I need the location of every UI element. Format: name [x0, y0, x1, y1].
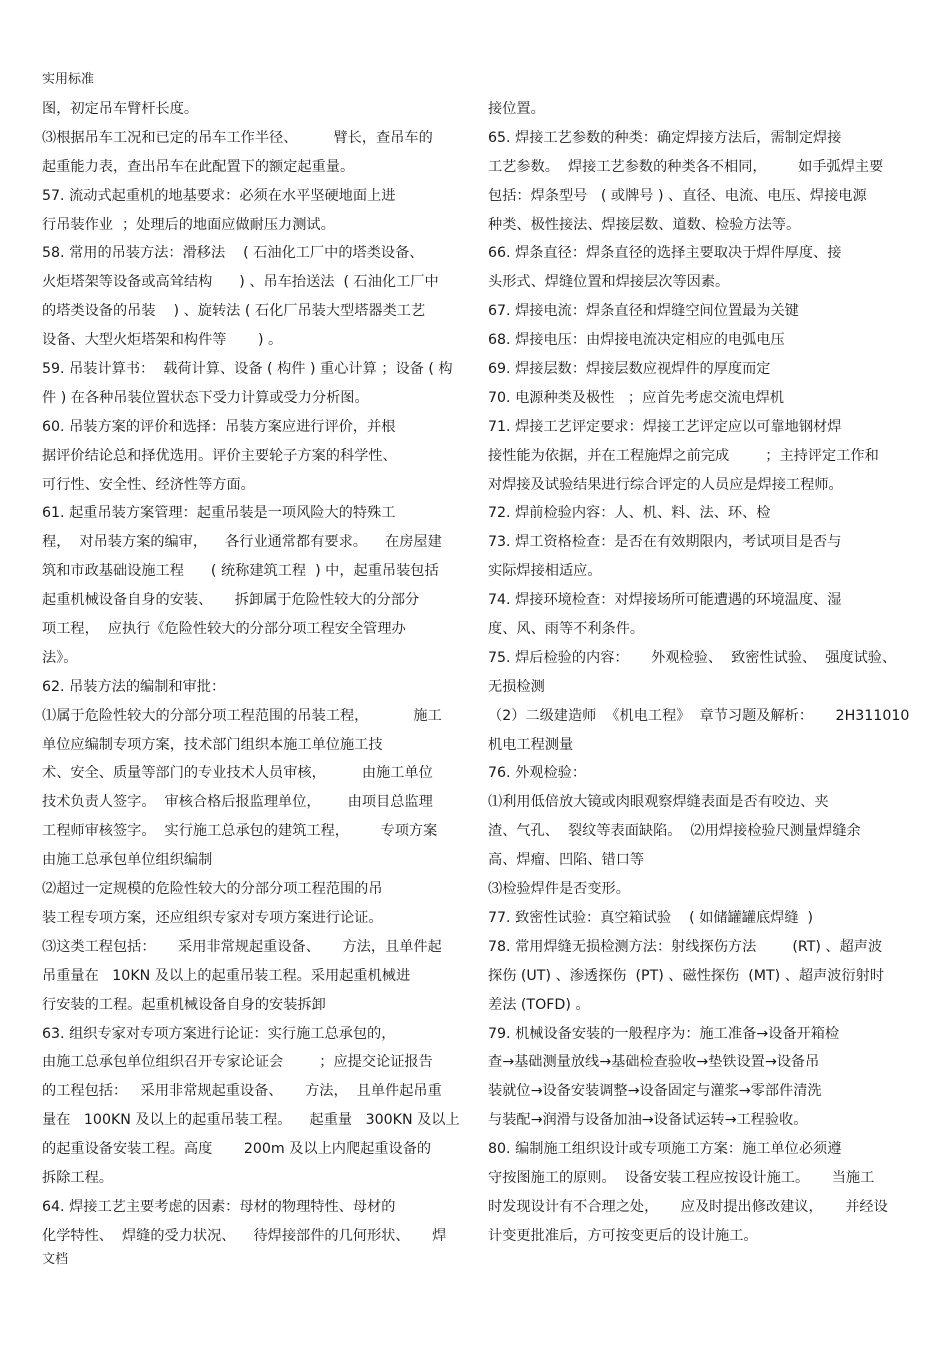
text-line: ⑴属于危险性较大的分部分项工程范围的吊装工程， 施工	[42, 707, 442, 724]
text-line: ⑶这类工程包括： 采用非常规起重设备、 方法，且单件起	[42, 938, 442, 955]
text-line: 65. 焊接工艺参数的种类：确定焊接方法后，需制定焊接	[488, 129, 842, 146]
text-line: 高、焊瘤、凹陷、错口等	[488, 852, 645, 869]
text-line: 查→基础测量放线→基础检查验收→垫铁设置→设备吊	[488, 1054, 820, 1071]
text-line: 量在 100KN 及以上的起重吊装工程。 起重量 300KN 及以上	[42, 1112, 460, 1129]
text-line: 63. 组织专家对专项方案进行论证：实行施工总承包的，	[42, 1025, 396, 1042]
text-line: 的工程包括： 采用非常规起重设备、 方法， 且单件起吊重	[42, 1083, 442, 1100]
text-line: 69. 焊接层数：焊接层数应视焊件的厚度而定	[488, 361, 771, 378]
text-line: ⑶检验焊件是否变形。	[488, 881, 630, 898]
text-line: 接位置。	[488, 101, 545, 117]
text-line: 76. 外观检验：	[488, 765, 587, 782]
text-line: 设备、大型火炬塔架和构件等 ) 。	[42, 332, 283, 349]
text-line: 实际焊接相适应。	[488, 563, 602, 580]
text-line: 75. 焊后检验的内容： 外观检验、 致密性试验、 强度试验、	[488, 649, 897, 666]
text-line: 筑和市政基础设施工程 ( 统称建筑工程 ) 中，起重吊装包括	[42, 563, 439, 580]
text-line: 工艺参数。 焊接工艺参数的种类各不相同， 如手弧焊主要	[488, 158, 884, 175]
text-line: 行吊装作业 ；处理后的地面应做耐压力测试。	[42, 216, 335, 233]
text-line: 67. 焊接电流：焊条直径和焊缝空间位置最为关键	[488, 303, 799, 320]
text-line: 可行性、安全性、经济性等方面。	[42, 476, 255, 493]
text-line: 包括：焊条型号 ( 或牌号 ) 、直径、电流、电压、焊接电源	[488, 187, 867, 204]
text-line: 58. 常用的吊装方法：滑移法 ( 石油化工厂中的塔类设备、	[42, 245, 424, 262]
text-line: 拆除工程。	[42, 1169, 113, 1186]
text-line: 探伤 (UT) 、渗透探伤 (PT) 、磁性探伤 (MT) 、超声波衍射时	[488, 967, 885, 984]
text-line: 由施工总承包单位组织召开专家论证会 ；应提交论证报告	[42, 1054, 433, 1071]
text-line: 68. 焊接电压：由焊接电流决定相应的电弧电压	[488, 332, 785, 349]
text-line: 的塔类设备的吊装 ) 、旋转法 ( 石化厂吊装大型塔器类工艺	[42, 303, 426, 320]
text-line: 60. 吊装方案的评价和选择：吊装方案应进行评价，并根	[42, 418, 396, 435]
text-line: 据评价结论总和择优选用。评价主要轮子方案的科学性、	[42, 447, 397, 464]
text-line: 法》。	[42, 649, 78, 666]
page-footer: 文档	[42, 1252, 69, 1267]
text-line: 装就位→设备安装调整→设备固定与灌浆→零部件清洗	[488, 1083, 822, 1100]
text-line: 时发现设计有不合理之处， 应及时提出修改建议， 并经设	[488, 1198, 888, 1215]
text-line: 73. 焊工资格检查：是否在有效期限内，考试项目是否与	[488, 534, 842, 551]
text-line: 术、安全、质量等部门的专业技术人员审核， 由施工单位	[42, 765, 433, 782]
text-line: 差法 (TOFD) 。	[488, 996, 590, 1013]
text-line: 装工程专项方案，还应组织专家对专项方案进行论证。	[42, 909, 383, 926]
text-line: 吊重量在 10KN 及以上的起重吊装工程。采用起重机械进	[42, 967, 411, 984]
text-line: 单位应编制专项方案，技术部门组织本施工单位施工技	[42, 736, 383, 753]
text-line: 80. 编制施工组织设计或专项施工方案：施工单位必须遵	[488, 1141, 842, 1158]
text-line: 行安装的工程。起重机械设备自身的安装拆卸	[42, 996, 326, 1013]
text-line: 对焊接及试验结果进行综合评定的人员应是焊接工程师。	[488, 476, 843, 493]
text-line: 技术负责人签字。 审核合格后报监理单位， 由项目总监理	[42, 794, 433, 811]
text-line: 64. 焊接工艺主要考虑的因素：母材的物理特性、母材的	[42, 1198, 396, 1215]
text-line: 72. 焊前检验内容：人、机、料、法、环、检	[488, 505, 771, 522]
text-line: 59. 吊装计算书： 载荷计算、设备 ( 构件 ) 重心计算 ；设备 ( 构	[42, 361, 453, 378]
page-header: 实用标准	[42, 72, 95, 87]
text-line: 与装配→润滑与设备加油→设备试运转→工程验收。	[488, 1112, 808, 1129]
text-line: ⑵超过一定规模的危险性较大的分部分项工程范围的吊	[42, 881, 383, 898]
text-line: 由施工总承包单位组织编制	[42, 852, 213, 869]
text-line: 程， 对吊装方案的编审， 各行业通常都有要求。 在房屋建	[42, 534, 442, 551]
text-line: 图，初定吊车臂杆长度。	[42, 101, 199, 117]
text-line: 机电工程测量	[488, 736, 574, 753]
text-line: 无损检测	[488, 678, 545, 695]
text-line: 计变更批准后，方可按变更后的设计施工。	[488, 1227, 758, 1244]
text-line: 的起重设备安装工程。高度 200m 及以上内爬起重设备的	[42, 1141, 432, 1158]
text-line: 70. 电源种类及极性 ；应首先考虑交流电焊机	[488, 389, 784, 406]
text-line: 渣、气孔、 裂纹等表面缺陷。 ⑵用焊接检验尺测量焊缝余	[488, 823, 861, 840]
text-line: 接性能为依据，并在工程施焊之前完成 ；主持评定工作和	[488, 447, 879, 464]
text-line: 74. 焊接环境检查：对焊接场所可能遭遇的环境温度、湿	[488, 592, 842, 609]
text-line: 79. 机械设备安装的一般程序为：施工准备→设备开箱检	[488, 1025, 840, 1042]
text-line: 57. 流动式起重机的地基要求：必须在水平坚硬地面上进	[42, 187, 396, 204]
text-line: 71. 焊接工艺评定要求：焊接工艺评定应以可靠地钢材焊	[488, 418, 842, 435]
text-line: 起重机械设备自身的安装、 拆卸属于危险性较大的分部分	[42, 592, 420, 609]
text-line: 化学特性、 焊缝的受力状况、 待焊接部件的几何形状、 焊	[42, 1227, 447, 1244]
text-line: 61. 起重吊装方案管理：起重吊装是一项风险大的特殊工	[42, 505, 396, 522]
text-line: 种类、极性接法、焊接层数、道数、检验方法等。	[488, 216, 801, 233]
text-line: 78. 常用焊缝无损检测方法：射线探伤方法 (RT) 、超声波	[488, 938, 883, 955]
text-line: 起重能力表，查出吊车在此配置下的额定起重量。	[42, 158, 355, 175]
text-line: 66. 焊条直径：焊条直径的选择主要取决于焊件厚度、接	[488, 245, 842, 262]
right-column	[488, 95, 908, 1251]
text-line: 守按图施工的原则。 设备安装工程应按设计施工。 当施工	[488, 1169, 875, 1186]
text-line: （2）二级建造师 《机电工程》 章节习题及解析： 2H311010	[488, 707, 910, 724]
text-line: 火炬塔架等设备或高耸结构 ) 、吊车抬送法 ( 石油化工厂中	[42, 274, 439, 291]
text-line: 度、风、雨等不利条件。	[488, 621, 645, 638]
text-line: 件 ) 在各种吊装位置状态下受力计算或受力分析图。	[42, 389, 369, 406]
left-column	[42, 95, 462, 1251]
text-line: 工程师审核签字。 实行施工总承包的建筑工程， 专项方案	[42, 823, 438, 840]
text-line: 项工程， 应执行《危险性较大的分部分项工程安全管理办	[42, 621, 406, 638]
text-line: 77. 致密性试验：真空箱试验 ( 如储罐罐底焊缝 )	[488, 909, 814, 926]
text-line: ⑶根据吊车工况和已定的吊车工作半径、 臂长，查吊车的	[42, 129, 433, 146]
text-line: 头形式、焊缝位置和焊接层次等因素。	[488, 274, 730, 291]
text-line: ⑴利用低倍放大镜或肉眼观察焊缝表面是否有咬边、夹	[488, 794, 829, 811]
text-line: 62. 吊装方法的编制和审批：	[42, 678, 226, 695]
